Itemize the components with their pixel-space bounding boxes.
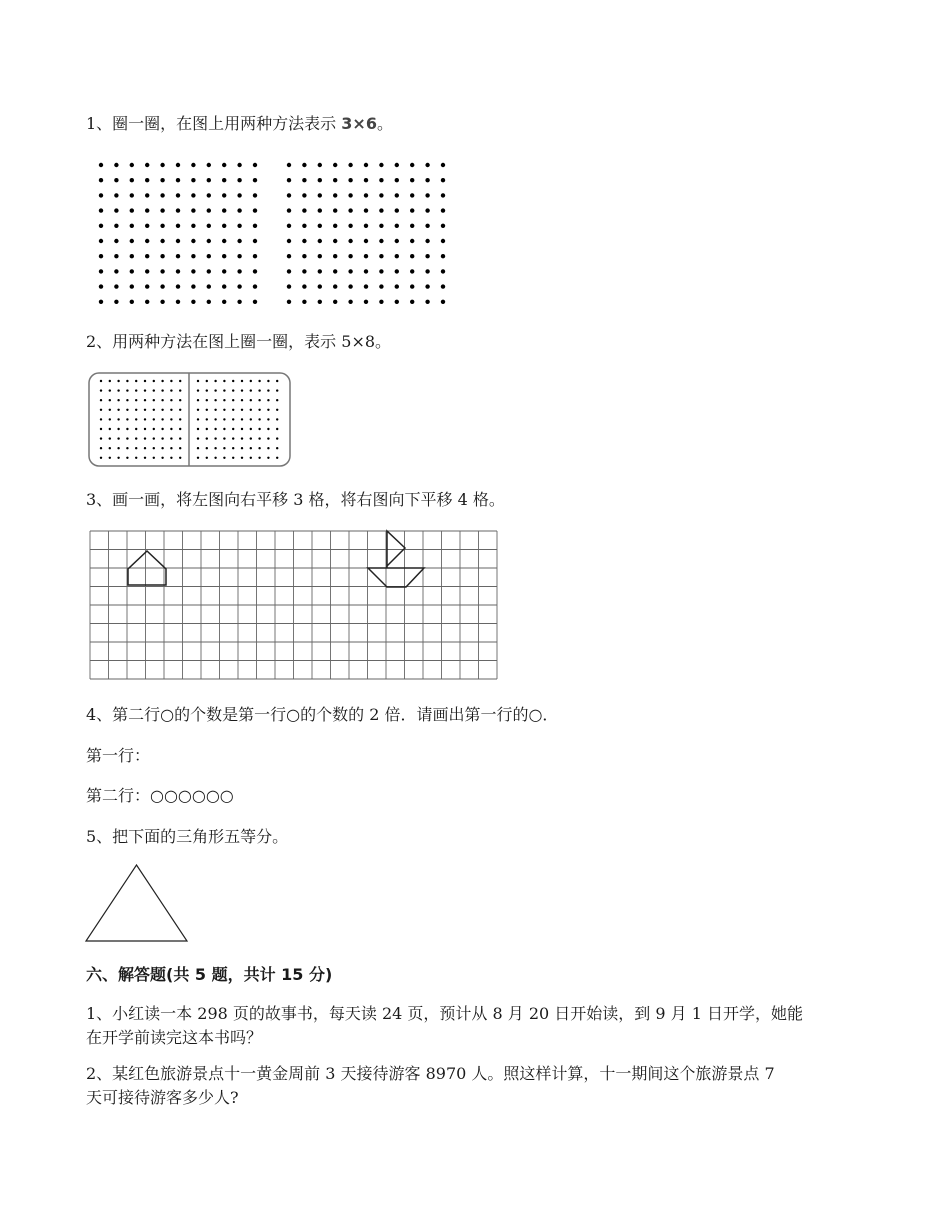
row-2-circles: 第二行：○○○○○○ xyxy=(86,786,234,805)
expression-3x6: 3×6 xyxy=(341,114,377,133)
problem-1: 1、小红读一本 298 页的故事书，每天读 24 页，预计从 8 月 20 日开始读，到 9 月 1 日开学，她能 在开学前读完这本书吗？ xyxy=(86,1004,804,1047)
question-5-text: 5、把下面的三角形五等分。 xyxy=(86,827,289,846)
question-4-text: 4、第二行○的个数是第一行○的个数的 2 倍．请画出第一行的○． xyxy=(86,705,559,724)
row-1-label: 第一行： xyxy=(86,746,151,765)
question-3-text: 3、画一画，将左图向右平移 3 格，将右图向下平移 4 格。 xyxy=(86,490,505,509)
equilateral-triangle xyxy=(86,865,187,941)
section-6-heading: 六、解答题(共 5 题，共计 15 分) xyxy=(86,965,333,984)
question-2-text: 2、用两种方法在图上圈一圈，表示 5×8。 xyxy=(86,332,392,351)
question-1-text: 1、圈一圈，在图上用两种方法表示 3×6。 xyxy=(86,114,393,133)
problem-2: 2、某红色旅游景点十一黄金周前 3 天接待游客 8970 人。照这样计算，十一期间这个旅游景点 7 天可接待游客多少人? xyxy=(86,1064,775,1107)
